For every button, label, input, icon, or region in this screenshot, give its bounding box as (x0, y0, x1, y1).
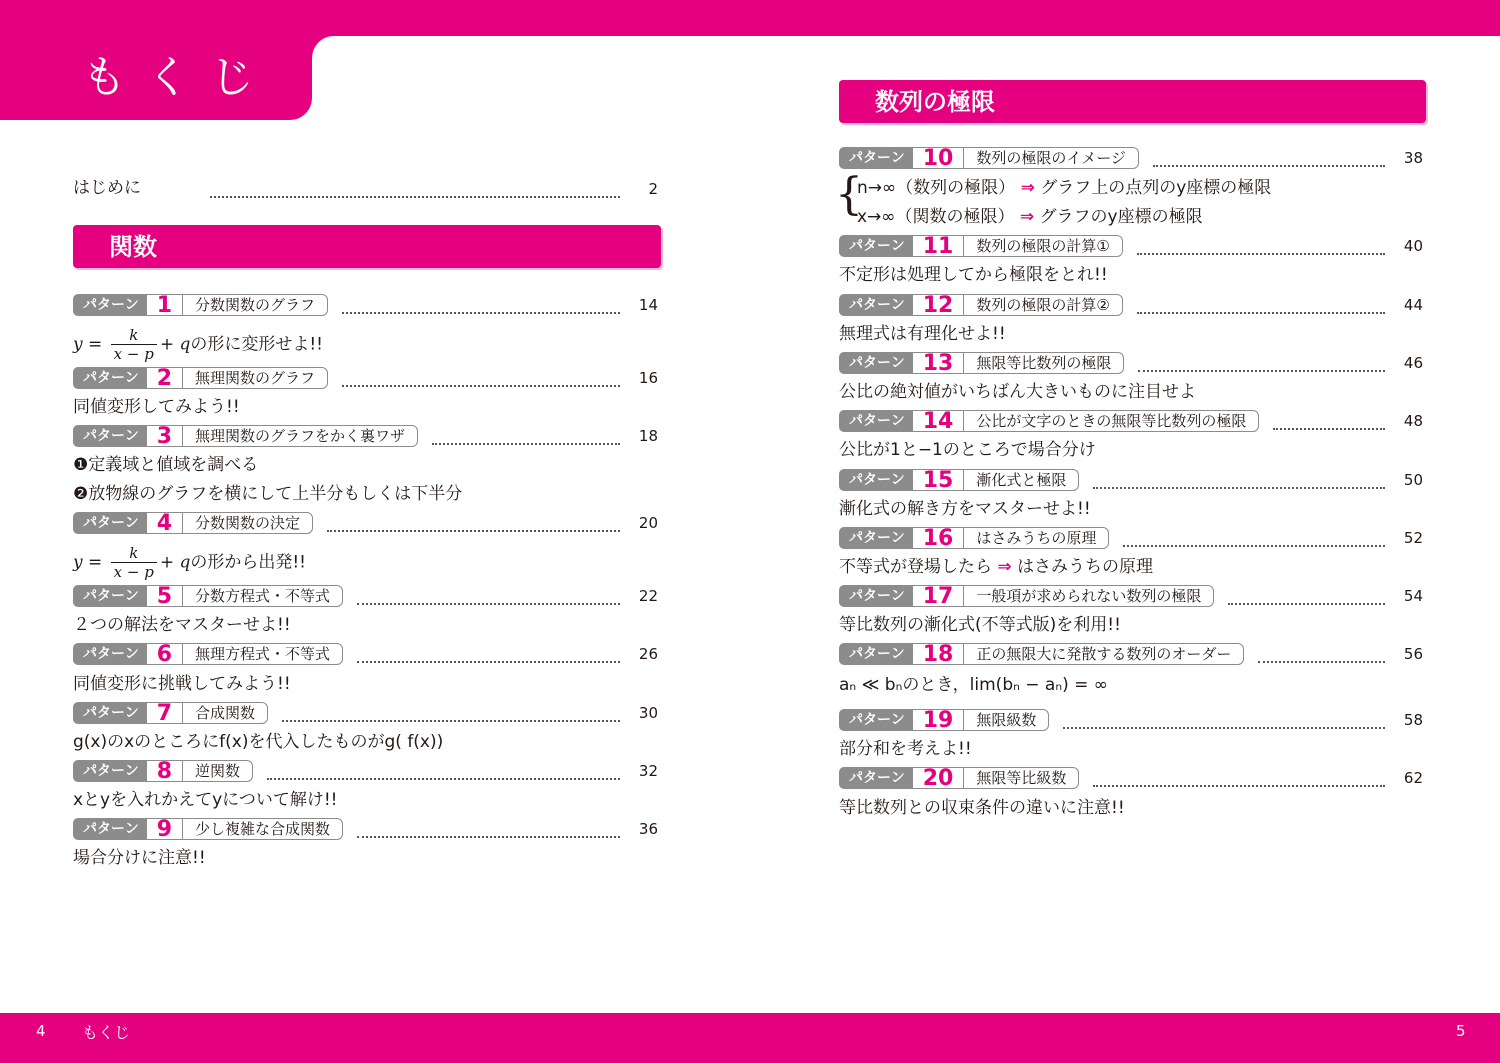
pattern-topic: 数列の極限の計算② (963, 294, 1122, 316)
pattern-topic: 一般項が求められない数列の極限 (963, 585, 1214, 607)
leader-dots (357, 589, 620, 605)
pattern-topic: 分数方程式・不等式 (182, 585, 343, 607)
entry-description-text: グラフのy座標の極限 (1039, 207, 1203, 227)
pattern-number: 17 (913, 585, 964, 607)
pattern-label: パターン (839, 585, 913, 607)
pattern-badge[interactable] (73, 425, 418, 447)
entry-description-text: 無理式は有理化せよ!! (839, 324, 1006, 344)
pattern-badge[interactable] (73, 702, 268, 724)
pattern-badge[interactable] (839, 527, 1109, 549)
pattern-label: パターン (839, 147, 913, 169)
entry-description (839, 497, 1091, 521)
pattern-topic: 無理関数のグラフをかく裏ワザ (182, 425, 418, 447)
pattern-number: 5 (147, 585, 182, 607)
entry-description (73, 395, 240, 419)
pattern-number: 3 (147, 425, 182, 447)
section-title: 数列の極限 (875, 88, 995, 116)
pattern-topic: 数列の極限のイメージ (963, 147, 1139, 169)
leader-dots (357, 647, 620, 663)
arrow-icon: ⇒ (1019, 207, 1035, 227)
entry-description (839, 613, 1121, 637)
page-number: 30 (638, 704, 658, 722)
entry-description-text: の形から出発!! (190, 552, 306, 573)
entry-description (839, 737, 972, 761)
pattern-badge[interactable] (73, 512, 313, 534)
pattern-topic: 無理関数のグラフ (182, 367, 328, 389)
pattern-topic: はさみうちの原理 (963, 527, 1109, 549)
pattern-number: 4 (147, 512, 182, 534)
pattern-label: パターン (73, 425, 147, 447)
fraction-numerator: k (111, 544, 157, 563)
page-number: 62 (1403, 769, 1423, 787)
pattern-label: パターン (73, 585, 147, 607)
pattern-badge[interactable] (73, 585, 343, 607)
pattern-topic: 無限等比級数 (963, 767, 1079, 789)
right-page-number: 5 (1456, 1022, 1466, 1040)
entry-description-text: n→∞（数列の極限） (857, 178, 1016, 198)
leader-dots (1093, 771, 1385, 787)
pattern-topic: 合成関数 (182, 702, 268, 724)
pattern-topic: 無理方程式・不等式 (182, 643, 343, 665)
pattern-topic: 数列の極限の計算① (963, 235, 1122, 257)
entry-description-text: 不定形は処理してから極限をとれ!! (839, 265, 1108, 285)
page-number: 36 (638, 820, 658, 838)
pattern-label: パターン (73, 294, 147, 316)
entry-description-text: 公比の絶対値がいちばん大きいものに注目せよ (839, 382, 1196, 402)
pattern-badge[interactable] (73, 367, 328, 389)
pattern-badge[interactable] (839, 235, 1123, 257)
pattern-number: 9 (147, 818, 182, 840)
entry-description-text: グラフ上の点列のy座標の極限 (1040, 178, 1272, 198)
intro-page: 2 (648, 180, 658, 198)
pattern-label: パターン (73, 512, 147, 534)
page-number: 56 (1403, 645, 1423, 663)
entry-description-text: x→∞（関数の極限） (857, 207, 1015, 227)
brace-symbol: { (835, 169, 863, 220)
entry-description-text: 部分和を考えよ!! (839, 739, 972, 759)
pattern-number: 13 (913, 352, 964, 374)
leader-dots (1258, 647, 1385, 663)
intro-label[interactable]: はじめに (73, 178, 141, 198)
pattern-label: パターン (839, 527, 913, 549)
entry-description-text: xとyを入れかえてyについて解け!! (73, 790, 338, 810)
entry-description-text: ２つの解法をマスターせよ!! (73, 615, 291, 635)
leader-dots (282, 706, 620, 722)
pattern-number: 1 (147, 294, 182, 316)
entry-description (839, 263, 1108, 287)
pattern-label: パターン (839, 643, 913, 665)
entry-description-text: 公比が1と−1のところで場合分け (839, 440, 1096, 460)
leader-dots (432, 429, 620, 445)
pattern-badge[interactable] (839, 585, 1214, 607)
entry-description-text: 同値変形してみよう!! (73, 397, 240, 417)
pattern-topic: 分数関数のグラフ (182, 294, 328, 316)
entry-description-text: 同値変形に挑戦してみよう!! (73, 674, 291, 694)
entry-description (839, 380, 1196, 404)
leader-dots (1093, 473, 1385, 489)
pattern-topic: 正の無限大に発散する数列のオーダー (963, 643, 1244, 665)
page-number: 40 (1403, 237, 1423, 255)
pattern-badge[interactable] (73, 760, 253, 782)
page-number: 52 (1403, 529, 1423, 547)
fraction-numerator: k (111, 326, 157, 345)
fraction-denominator: x − p (113, 563, 154, 581)
entry-description (73, 730, 443, 754)
pattern-label: パターン (73, 643, 147, 665)
pattern-number: 16 (913, 527, 964, 549)
pattern-number: 12 (913, 294, 964, 316)
entry-description (73, 846, 206, 870)
page-number: 48 (1403, 412, 1423, 430)
entry-description-2 (73, 482, 462, 506)
pattern-topic: 少し複雑な合成関数 (182, 818, 343, 840)
pattern-badge[interactable] (839, 709, 1049, 731)
title-tab-corner (312, 36, 334, 58)
page-number: 38 (1403, 149, 1423, 167)
pattern-topic: 逆関数 (182, 760, 253, 782)
pattern-badge[interactable] (839, 767, 1079, 789)
leader-dots (267, 764, 620, 780)
entry-description-text: ❶定義域と値域を調べる (73, 455, 259, 475)
entry-description-text: 等比数列の漸化式(不等式版)を利用!! (839, 615, 1121, 635)
entry-description (73, 544, 306, 581)
entry-description-text: 漸化式の解き方をマスターせよ!! (839, 499, 1091, 519)
page-number: 46 (1403, 354, 1423, 372)
leader-dots (1063, 713, 1385, 729)
leader-dots (342, 371, 620, 387)
entry-description-text: ❷放物線のグラフを横にして上半分もしくは下半分 (73, 484, 463, 504)
entry-description (73, 453, 258, 477)
entry-description (839, 796, 1125, 820)
page-title: もくじ (82, 52, 274, 103)
leader-dots (210, 182, 620, 198)
pattern-badge[interactable] (73, 818, 343, 840)
page-number: 22 (638, 587, 658, 605)
entry-description (839, 555, 1153, 579)
entry-description (857, 176, 1271, 200)
bottom-accent-bar (0, 1013, 1500, 1063)
formula-prefix: y = (73, 334, 108, 355)
pattern-label: パターン (839, 709, 913, 731)
entry-description (73, 672, 291, 696)
pattern-badge[interactable] (839, 147, 1139, 169)
entry-description (73, 613, 291, 637)
entry-description-text: 場合分けに注意!! (73, 848, 206, 868)
pattern-badge[interactable] (839, 352, 1124, 374)
formula-prefix: y = (73, 552, 108, 573)
pattern-badge[interactable] (73, 294, 328, 316)
leader-dots (1138, 356, 1385, 372)
page-number: 54 (1403, 587, 1423, 605)
arrow-icon: ⇒ (1020, 178, 1035, 198)
pattern-number: 10 (913, 147, 964, 169)
section-header-functions (73, 225, 661, 268)
pattern-label: パターン (839, 352, 913, 374)
pattern-label: パターン (839, 235, 913, 257)
pattern-badge[interactable] (839, 410, 1259, 432)
entry-description-text: g(x)のxのところにf(x)を代入したものがg( f(x)) (73, 732, 444, 752)
pattern-number: 2 (147, 367, 182, 389)
page-number: 18 (638, 427, 658, 445)
footer-label: もくじ (82, 1023, 131, 1042)
page-number: 20 (638, 514, 658, 532)
fraction (111, 544, 157, 581)
fraction (111, 326, 157, 363)
pattern-label: パターン (73, 702, 147, 724)
pattern-number: 19 (913, 709, 964, 731)
leader-dots (342, 298, 620, 314)
entry-description-text: 等比数列との収束条件の違いに注意!! (839, 798, 1125, 818)
leader-dots (1228, 589, 1385, 605)
pattern-topic: 公比が文字のときの無限等比数列の極限 (963, 410, 1259, 432)
page-number: 58 (1403, 711, 1423, 729)
pattern-number: 11 (913, 235, 964, 257)
page-number: 32 (638, 762, 658, 780)
pattern-label: パターン (839, 410, 913, 432)
formula-suffix: + q (159, 334, 191, 355)
pattern-badge[interactable] (73, 643, 343, 665)
leader-dots (1137, 239, 1385, 255)
pattern-topic: 分数関数の決定 (182, 512, 313, 534)
pattern-topic: 漸化式と極限 (963, 469, 1079, 491)
leader-dots (327, 516, 620, 532)
pattern-number: 14 (913, 410, 964, 432)
leader-dots (1123, 531, 1385, 547)
entry-description (839, 322, 1006, 346)
left-page-number: 4 (36, 1022, 46, 1040)
fraction-denominator: x − p (113, 345, 154, 363)
page-number: 14 (638, 296, 658, 314)
leader-dots (357, 822, 620, 838)
pattern-label: パターン (73, 760, 147, 782)
page-number: 44 (1403, 296, 1423, 314)
pattern-label: パターン (839, 469, 913, 491)
section-title: 関数 (109, 233, 157, 261)
pattern-topic: 無限等比数列の極限 (963, 352, 1124, 374)
leader-dots (1273, 414, 1385, 430)
arrow-icon: ⇒ (997, 557, 1012, 577)
pattern-number: 15 (913, 469, 964, 491)
pattern-label: パターン (73, 367, 147, 389)
pattern-number: 6 (147, 643, 182, 665)
entry-description (73, 788, 337, 812)
entry-description-text: 不等式が登場したら (839, 557, 992, 577)
pattern-label: パターン (839, 767, 913, 789)
pattern-badge[interactable] (839, 643, 1244, 665)
pattern-number: 7 (147, 702, 182, 724)
page-number: 16 (638, 369, 658, 387)
pattern-number: 18 (913, 643, 964, 665)
entry-description-text: の形に変形せよ!! (190, 334, 323, 355)
entry-description-2 (857, 205, 1203, 229)
section-header-sequence-limits (839, 80, 1426, 123)
entry-description (839, 438, 1096, 462)
entry-description-text: aₙ ≪ bₙのとき，lim(bₙ − aₙ) = ∞ (839, 675, 1108, 695)
pattern-badge[interactable] (839, 294, 1123, 316)
pattern-number: 8 (147, 760, 182, 782)
leader-dots (1137, 298, 1385, 314)
page-number: 26 (638, 645, 658, 663)
entry-description (73, 326, 323, 363)
entry-description-text: はさみうちの原理 (1017, 557, 1154, 577)
pattern-label: パターン (73, 818, 147, 840)
pattern-label: パターン (839, 294, 913, 316)
formula-suffix: + q (159, 552, 191, 573)
pattern-topic: 無限級数 (963, 709, 1049, 731)
entry-description (839, 673, 1108, 697)
page-number: 50 (1403, 471, 1423, 489)
leader-dots (1153, 151, 1385, 167)
pattern-badge[interactable] (839, 469, 1079, 491)
pattern-number: 20 (913, 767, 964, 789)
